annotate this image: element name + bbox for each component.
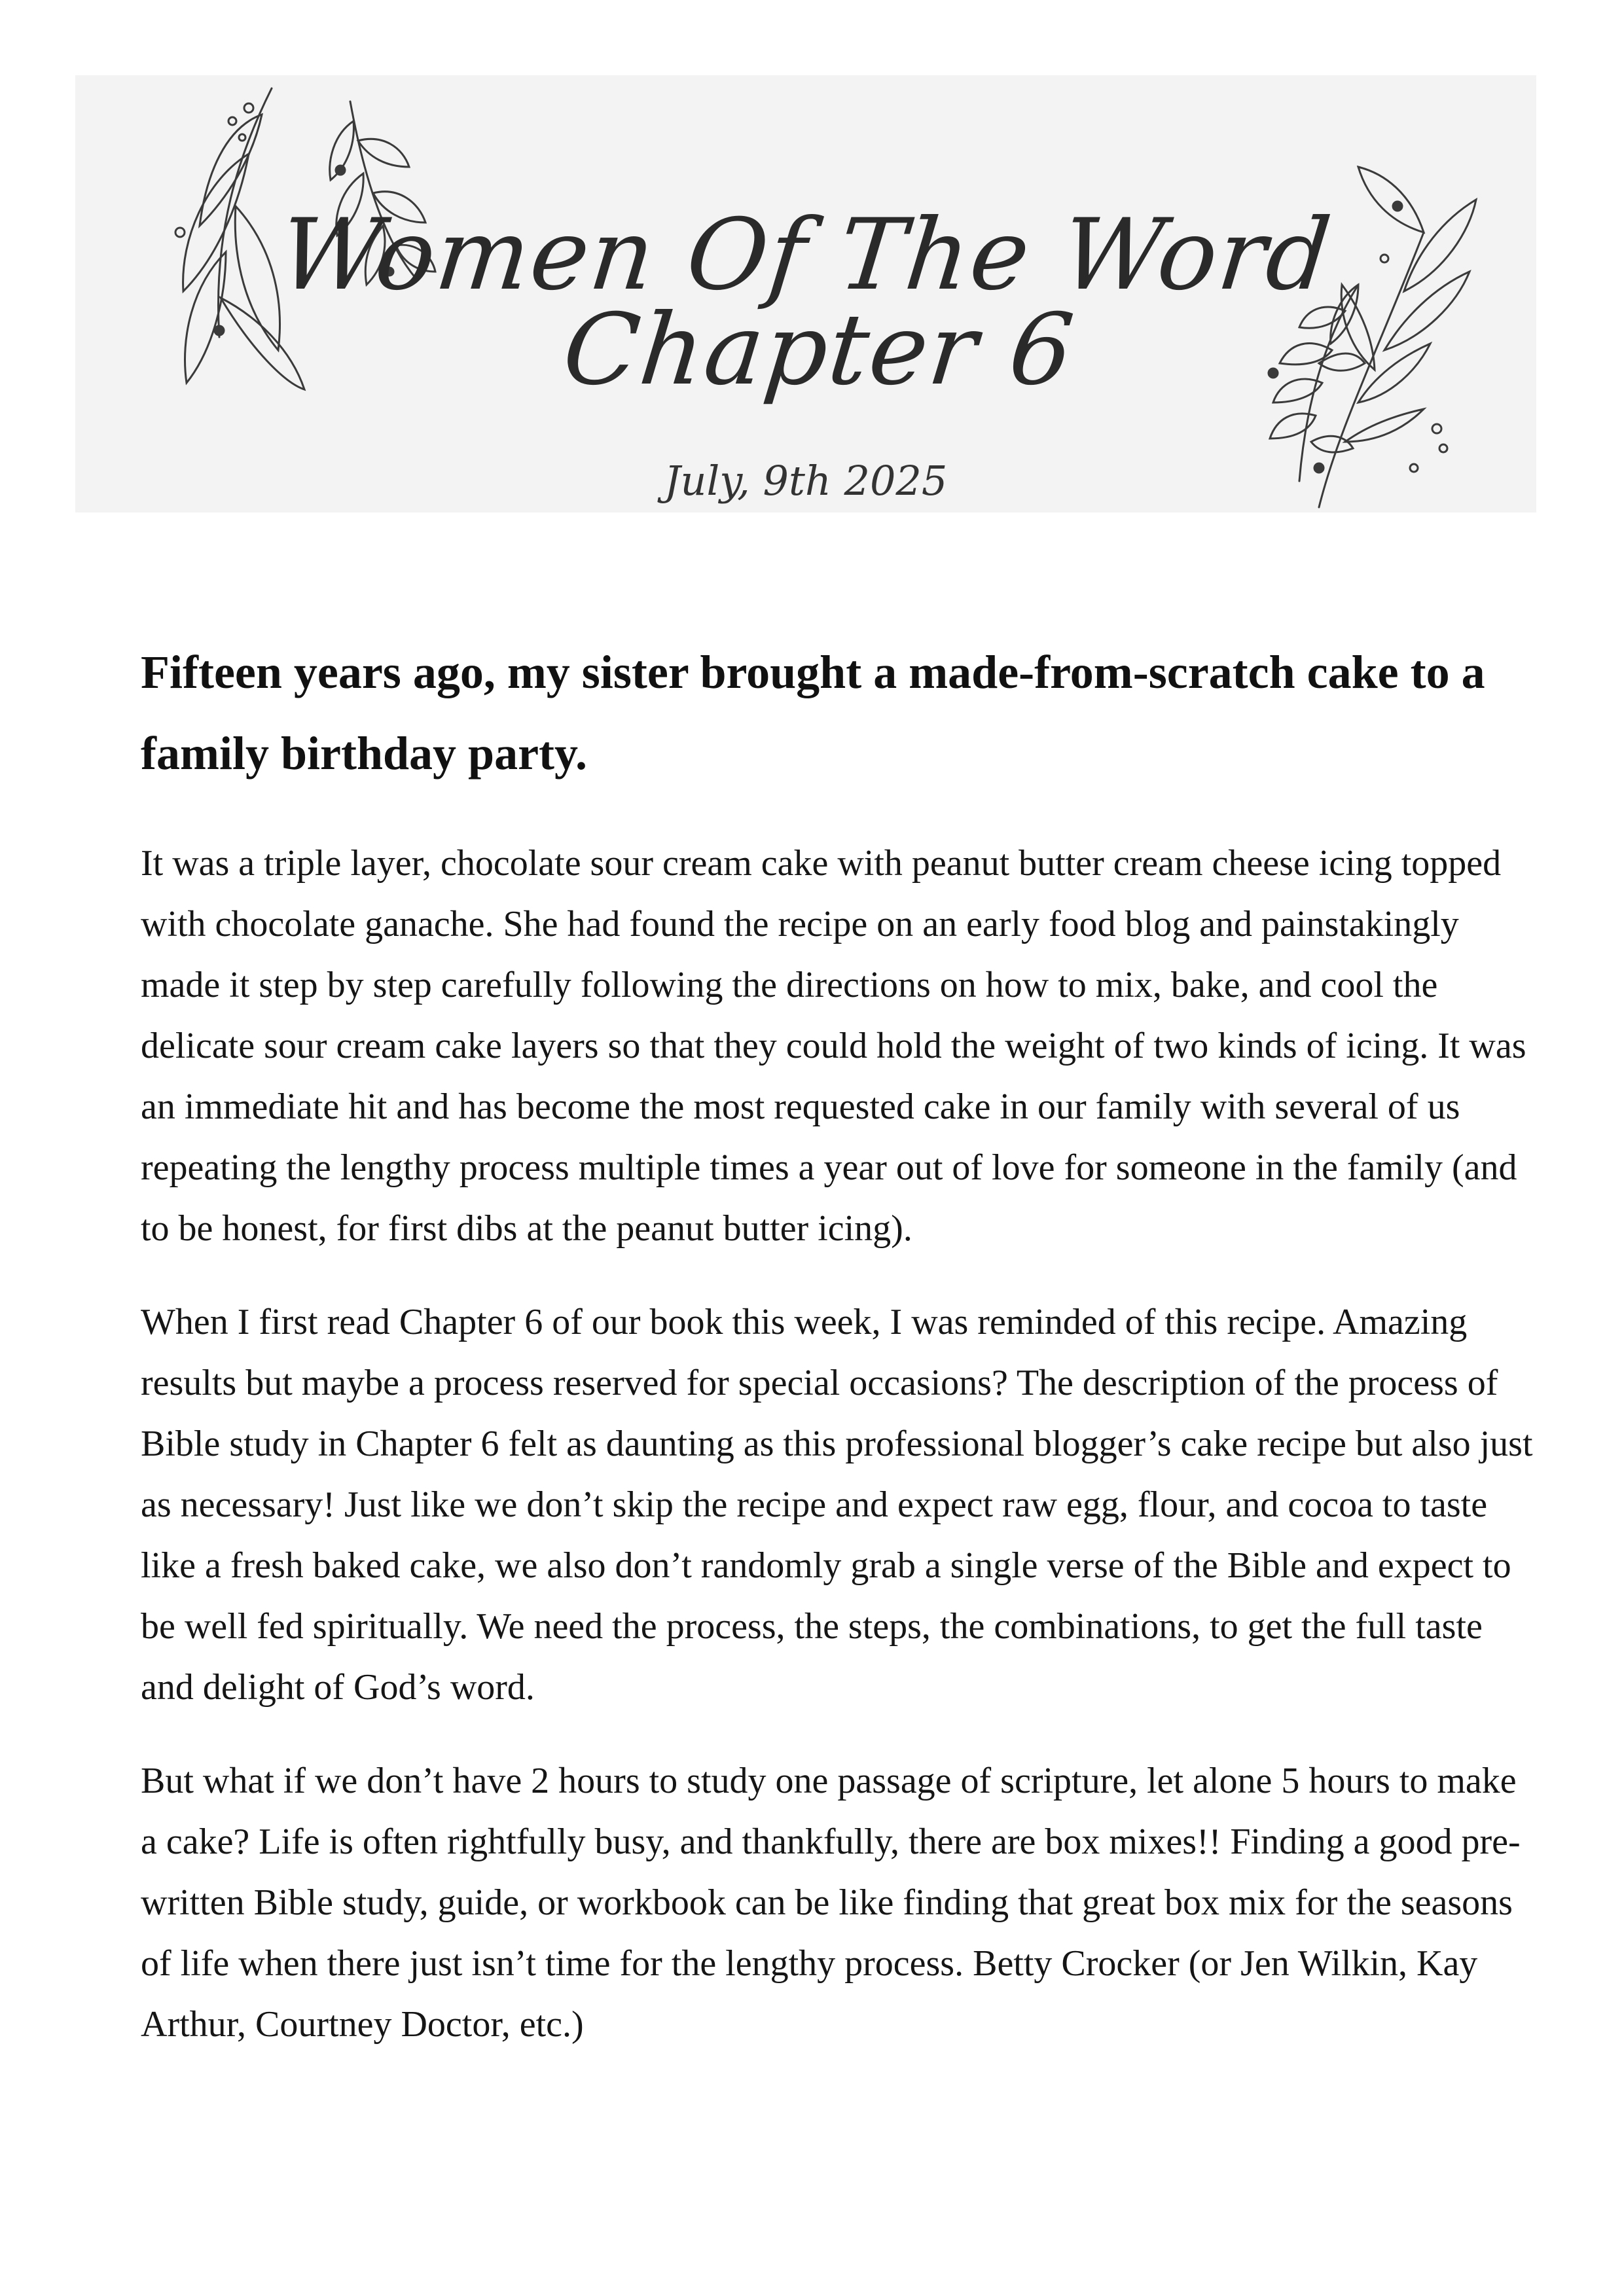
article-body xyxy=(141,632,1542,2055)
banner-date: July, 9th 2025 xyxy=(664,457,948,505)
paragraph: But what if we don’t have 2 hours to study one passage of scripture, let alone 5 hours to make a cake? Life is often rightfully busy, and thankfully, there are box mixes!! Finding a good pre-written Bible study, guide, or workbook can be like finding that great box mix for the seasons of life when there just isn’t time for the lengthy process. Betty Crocker (or Jen Wilkin, Kay Arthur, Courtney Doctor, etc.) xyxy=(141,1761,1521,2045)
article-heading: Fifteen years ago, my sister brought a made-from-scratch cake to a family birthday party. xyxy=(141,646,1485,780)
banner-subtitle: Chapter 6 xyxy=(558,293,1080,407)
header-banner xyxy=(75,75,1536,512)
paragraph: When I first read Chapter 6 of our book this week, I was reminded of this recipe. Amazing results but maybe a process reserved for special occasions? The description of the process of Bible study in Chapter 6 felt as daunting as this professional blogger’s cake recipe but also just as necessary! Just like we don’t skip the recipe and expect raw egg, flour, and cocoa to taste like a fresh baked cake, we also don’t randomly grab a single verse of the Bible and expect to be well fed spiritually. We need the process, the steps, the combinations, to get the full taste and delight of God’s word. xyxy=(141,1302,1533,1708)
paragraph: It was a triple layer, chocolate sour cream cake with peanut butter cream cheese icing topped with chocolate ganache. She had found the recipe on an early food blog and painstakingly made it step by step carefully following the directions on how to mix, bake, and cool the delicate sour cream cake layers so that they could hold the weight of two kinds of icing. It was an immediate hit and has become the most requested cake in our family with several of us repeating the lengthy process multiple times a year out of love for someone in the family (and to be honest, for first dibs at the peanut butter icing). xyxy=(141,843,1526,1249)
banner-title: Women Of The Word xyxy=(274,198,1337,312)
